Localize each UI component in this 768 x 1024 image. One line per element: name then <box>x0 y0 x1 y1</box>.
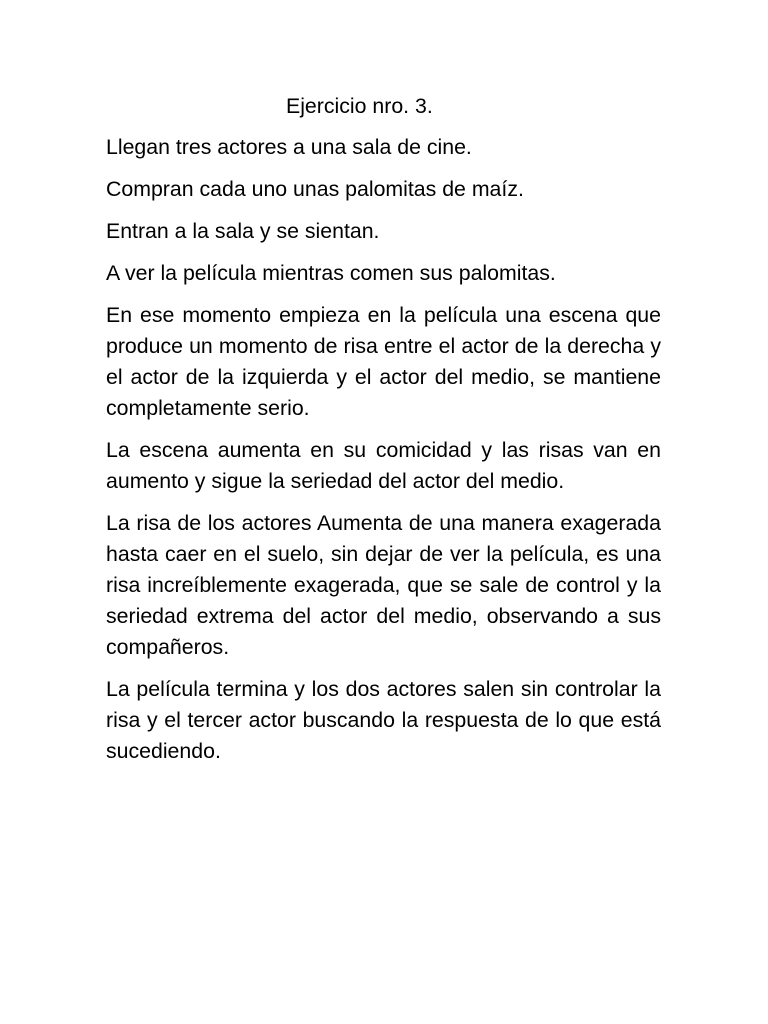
paragraph-6: La escena aumenta en su comicidad y las risas van en aumento y sigue la seriedad del actor del medio. <box>106 438 661 493</box>
paragraph-2: Compran cada uno unas palomitas de maíz. <box>106 177 524 201</box>
paragraph-8: La película termina y los dos actores salen sin controlar la risa y el tercer actor buscando la respuesta de lo que está sucediendo. <box>106 677 661 763</box>
paragraph-7: La risa de los actores Aumenta de una manera exagerada hasta caer en el suelo, sin dejar de ver la película, es una risa increíblemente exagerada, que se sale de control y la seriedad extrema del actor del medio, observando a sus compañeros. <box>106 511 661 659</box>
document-body <box>106 91 661 778</box>
document-title: Ejercicio nro. 3. <box>286 94 433 118</box>
paragraph-3: Entran a la sala y se sientan. <box>106 219 380 243</box>
paragraph-4: A ver la película mientras comen sus palomitas. <box>106 261 556 285</box>
paragraph-5: En ese momento empieza en la película una escena que produce un momento de risa entre el actor de la derecha y el actor de la izquierda y el actor del medio, se mantiene completamente serio. <box>106 303 661 420</box>
paragraph-1: Llegan tres actores a una sala de cine. <box>106 135 472 159</box>
